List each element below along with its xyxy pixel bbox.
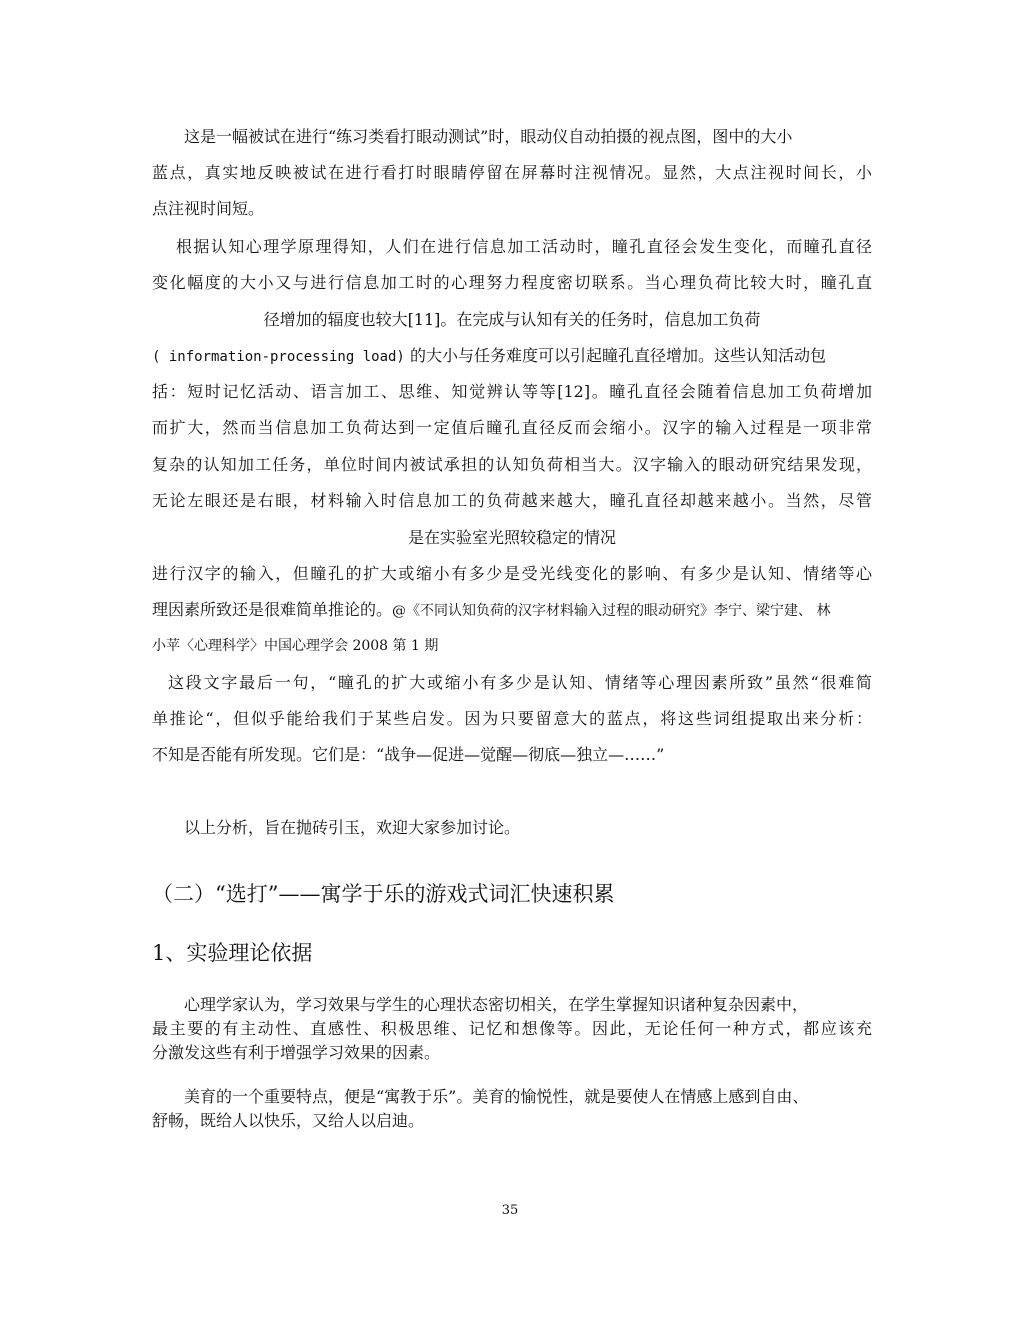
paragraph-2-line-4 (152, 345, 872, 368)
paragraph-3-line-2: 单推论“，但似乎能给我们于某些启发。因为只要留意大的蓝点，将这些词组提取出来分析： (152, 709, 872, 728)
page-number: 35 (501, 1203, 519, 1218)
citation: @《不同认知负荷的汉字材料输入过程的眼动研究》李宁、梁宁建、 林 (392, 603, 831, 619)
paragraph-4-line-1: 心理学家认为，学习效果与学生的心理状态密切相关，在学生掌握知识诸种复杂因素中， (184, 995, 809, 1014)
paragraph-2-line-10: 进行汉字的输入，但瞳孔的扩大或缩小有多少是受光线变化的影响、有多少是认知、情绪等心 (152, 564, 872, 583)
paragraph-5-line-1: 美育的一个重要特点，便是“寓教于乐”。美育的愉悦性，就是要使人在情感上感到自由、 (184, 1087, 809, 1106)
paragraph-2-line-5: 括：短时记忆活动、语言加工、思维、知觉辨认等等[12]。瞳孔直径会随着信息加工负荷增加 (152, 382, 872, 401)
paragraph-3-line-1: 这段文字最后一句，“瞳孔的扩大或缩小有多少是认知、情绪等心理因素所致”虽然“很难简 (168, 673, 872, 692)
paragraph-2-line-6: 而扩大，然而当信息加工负荷达到一定值后瞳孔直径反而会缩小。汉字的输入过程是一项非常 (152, 418, 872, 437)
closing-remark: 以上分析，旨在抛砖引玉，欢迎大家参加讨论。 (184, 818, 521, 837)
paragraph-2-line-2: 变化幅度的大小又与进行信息加工时的心理努力程度密切联系。当心理负荷比较大时，瞳孔直 (152, 273, 872, 292)
paragraph-2-line-4-text: 的大小与任务难度可以引起瞳孔直径增加。这些认知活动包 (404, 346, 826, 365)
paragraph-2-line-1: 根据认知心理学原理得知，人们在进行信息加工活动时，瞳孔直径会发生变化，而瞳孔直径 (176, 237, 872, 256)
paragraph-5-line-2: 舒畅，既给人以快乐，又给人以启迪。 (152, 1111, 425, 1130)
paragraph-1-line-2: 蓝点，真实地反映被试在进行看打时眼睛停留在屏幕时注视情况。显然，大点注视时间长，小 (152, 163, 872, 182)
paragraph-4-line-2: 最主要的有主动性、直感性、积极思维、记忆和想像等。因此，无论任何一种方式，都应该充 (152, 1019, 872, 1038)
paragraph-2-line-3: 径增加的辐度也较大[11]。在完成与认知有关的任务时，信息加工负荷 (263, 310, 761, 329)
paragraph-2-line-11 (152, 599, 872, 622)
english-term: ( information-processing load) (152, 349, 405, 365)
paragraph-1-line-1: 这是一幅被试在进行“练习类看打眼动测试”时，眼动仪自动拍摄的视点图，图中的大小 (184, 127, 793, 146)
paragraph-4-line-3: 分激发这些有利于增强学习效果的因素。 (152, 1043, 441, 1062)
paragraph-2-line-7: 复杂的认知加工任务，单位时间内被试承担的认知负荷相当大。汉字输入的眼动研究结果发现， (152, 455, 872, 474)
paragraph-2-line-8: 无论左眼还是右眼，材料输入时信息加工的负荷越来越大，瞳孔直径却越来越小。当然，尽管 (152, 491, 872, 510)
paragraph-2-line-11-text: 理因素所致还是很难简单推论的。 (152, 600, 393, 619)
paragraph-1-line-3: 点注视时间短。 (152, 199, 265, 218)
subsection-heading: 1、实验理论依据 (152, 941, 313, 965)
paragraph-3-line-3: 不知是否能有所发现。它们是：“战争—促进—觉醒—彻底—独立—……” (152, 745, 665, 764)
citation-continued: 小苹〈心理科学〉中国心理学会 2008 第 1 期 (152, 638, 439, 654)
section-heading: （二）“选打”——寓学于乐的游戏式词汇快速积累 (152, 882, 615, 906)
paragraph-2-line-9: 是在实验室光照较稳定的情况 (407, 528, 616, 547)
